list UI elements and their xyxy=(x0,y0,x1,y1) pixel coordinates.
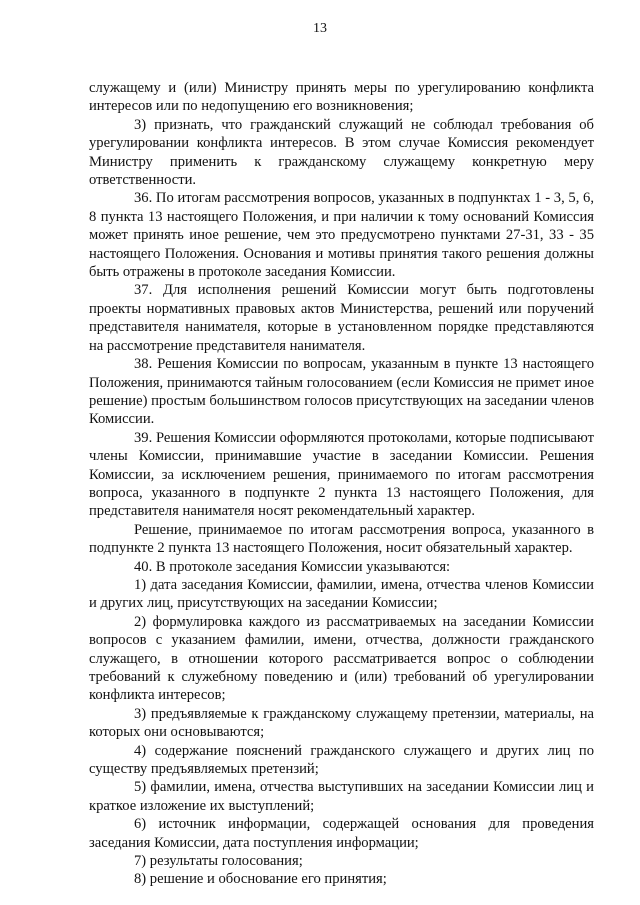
paragraph: 37. Для исполнения решений Комиссии могут быть подготовлены проекты нормативных правовых актов Министерства, решений или поручений представителя нанимателя, которые в установленном порядке представляются на рассмотрение представителя нанимателя. xyxy=(89,282,594,354)
paragraph: 5) фамилии, имена, отчества выступивших на заседании Комиссии лиц и краткое изложение их выступлений; xyxy=(89,779,594,814)
paragraph: 2) формулировка каждого из рассматриваемых на заседании Комиссии вопросов с указанием фамилии, имени, отчества, должности гражданского служащего, в отношении которого рассматривается вопрос о соблюдении требований к служебному поведению и (или) требований об урегулировании конфликта интересов; xyxy=(89,613,594,704)
page-number: 13 xyxy=(313,21,327,36)
paragraph: 4) содержание пояснений гражданского служащего и других лиц по существу предъявляемых претензий; xyxy=(89,742,594,778)
paragraph: 36. По итогам рассмотрения вопросов, указанных в подпунктах 1 - 3, 5, 6, 8 пункта 13 настоящего Положения, и при наличии к тому оснований Комиссия может принять иное решение, чем это предусмотрено пунктами 27-31, 33 - 35 настоящего Положения. Основания и мотивы принятия такого решения должны быть отражены в протоколе заседания Комиссии. xyxy=(89,190,594,281)
document-body xyxy=(89,79,594,889)
paragraph: 40. В протоколе заседания Комиссии указываются: xyxy=(134,558,451,575)
paragraph: 7) результаты голосования; xyxy=(134,853,303,870)
paragraph: 8) решение и обоснование его принятия; xyxy=(134,871,387,888)
paragraph: 38. Решения Комиссии по вопросам, указанным в пункте 13 настоящего Положения, принимаются тайным голосованием (если Комиссия не примет иное решение) простым большинством голосов присутствующих на заседании членов Комиссии. xyxy=(89,356,594,428)
paragraph: 1) дата заседания Комиссии, фамилии, имена, отчества членов Комиссии и других лиц, присутствующих на заседании Комиссии; xyxy=(89,576,594,612)
paragraph: служащему и (или) Министру принять меры по урегулированию конфликта интересов или по недопущению его возникновения; xyxy=(89,80,594,115)
paragraph: 6) источник информации, содержащей основания для проведения заседания Комиссии, дата поступления информации; xyxy=(89,816,594,851)
paragraph: 3) предъявляемые к гражданскому служащему претензии, материалы, на которых они основываются; xyxy=(89,705,594,741)
paragraph: Решение, принимаемое по итогам рассмотрения вопроса, указанного в подпункте 2 пункта 13 настоящего Положения, носит обязательный характер. xyxy=(89,521,594,557)
paragraph: 39. Решения Комиссии оформляются протоколами, которые подписывают члены Комиссии, принимавшие участие в заседании Комиссии. Решения Комиссии, за исключением решения, принимаемого по итогам рассмотрения вопроса, указанного в подпункте 2 пункта 13 настоящего Положения, для представителя нанимателя носят рекомендательный характер. xyxy=(89,429,594,520)
paragraph: 3) признать, что гражданский служащий не соблюдал требования об урегулировании конфликта интересов. В этом случае Комиссия рекомендует Министру применить к гражданскому служащему конкретную меру ответственности. xyxy=(89,116,594,189)
